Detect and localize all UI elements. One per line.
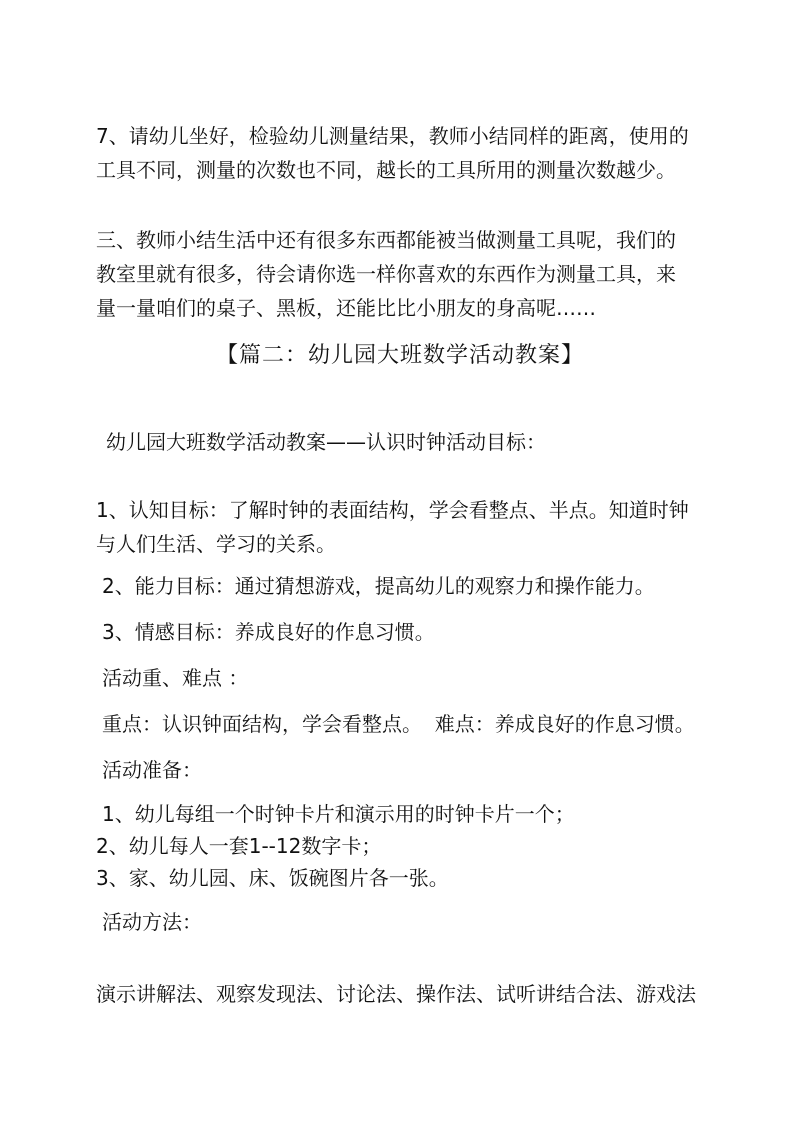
paragraph-7-line-1: 7、请幼儿坐好，检验幼儿测量结果，教师小结同样的距离，使用的 — [96, 124, 689, 148]
paragraph-7-line-2: 工具不同，测量的次数也不同，越长的工具所用的测量次数越少。 — [96, 158, 676, 182]
section-3-line-3: 量一量咱们的桌子、黑板，还能比比小朋友的身高呢…… — [96, 296, 596, 320]
preparation-item-2: 2、幼儿每人一套1--12数字卡； — [96, 834, 382, 858]
preparation-label: 活动准备： — [102, 758, 202, 782]
key-points-label: 活动重、难点 ： — [102, 666, 249, 690]
goal-1-line-1: 1、认知目标：了解时钟的表面结构，学会看整点、半点。知道时钟 — [96, 498, 689, 522]
goal-2: 2、能力目标：通过猜想游戏，提高幼儿的观察力和操作能力。 — [102, 574, 655, 598]
goal-1-line-2: 与人们生活、学习的关系。 — [96, 532, 336, 556]
preparation-item-3: 3、家、幼儿园、床、饭碗图片各一张。 — [96, 866, 449, 890]
preparation-item-1: 1、幼儿每组一个时钟卡片和演示用的时钟卡片一个； — [102, 802, 575, 826]
goal-3: 3、情感目标：养成良好的作息习惯。 — [102, 620, 435, 644]
section-heading: 【篇二：幼儿园大班数学活动教案】 — [216, 343, 585, 368]
subtitle: 幼儿园大班数学活动教案——认识时钟活动目标： — [106, 430, 546, 454]
methods-content: 演示讲解法、观察发现法、讨论法、操作法、试听讲结合法、游戏法 — [96, 982, 696, 1006]
methods-label: 活动方法： — [102, 910, 202, 934]
section-3-line-1: 三、教师小结生活中还有很多东西都能被当做测量工具呢，我们的 — [96, 228, 676, 252]
section-3-line-2: 教室里就有很多，待会请你选一样你喜欢的东西作为测量工具，来 — [96, 262, 676, 286]
key-points-content: 重点：认识钟面结构，学会看整点。 难点：养成良好的作息习惯。 — [102, 712, 695, 736]
